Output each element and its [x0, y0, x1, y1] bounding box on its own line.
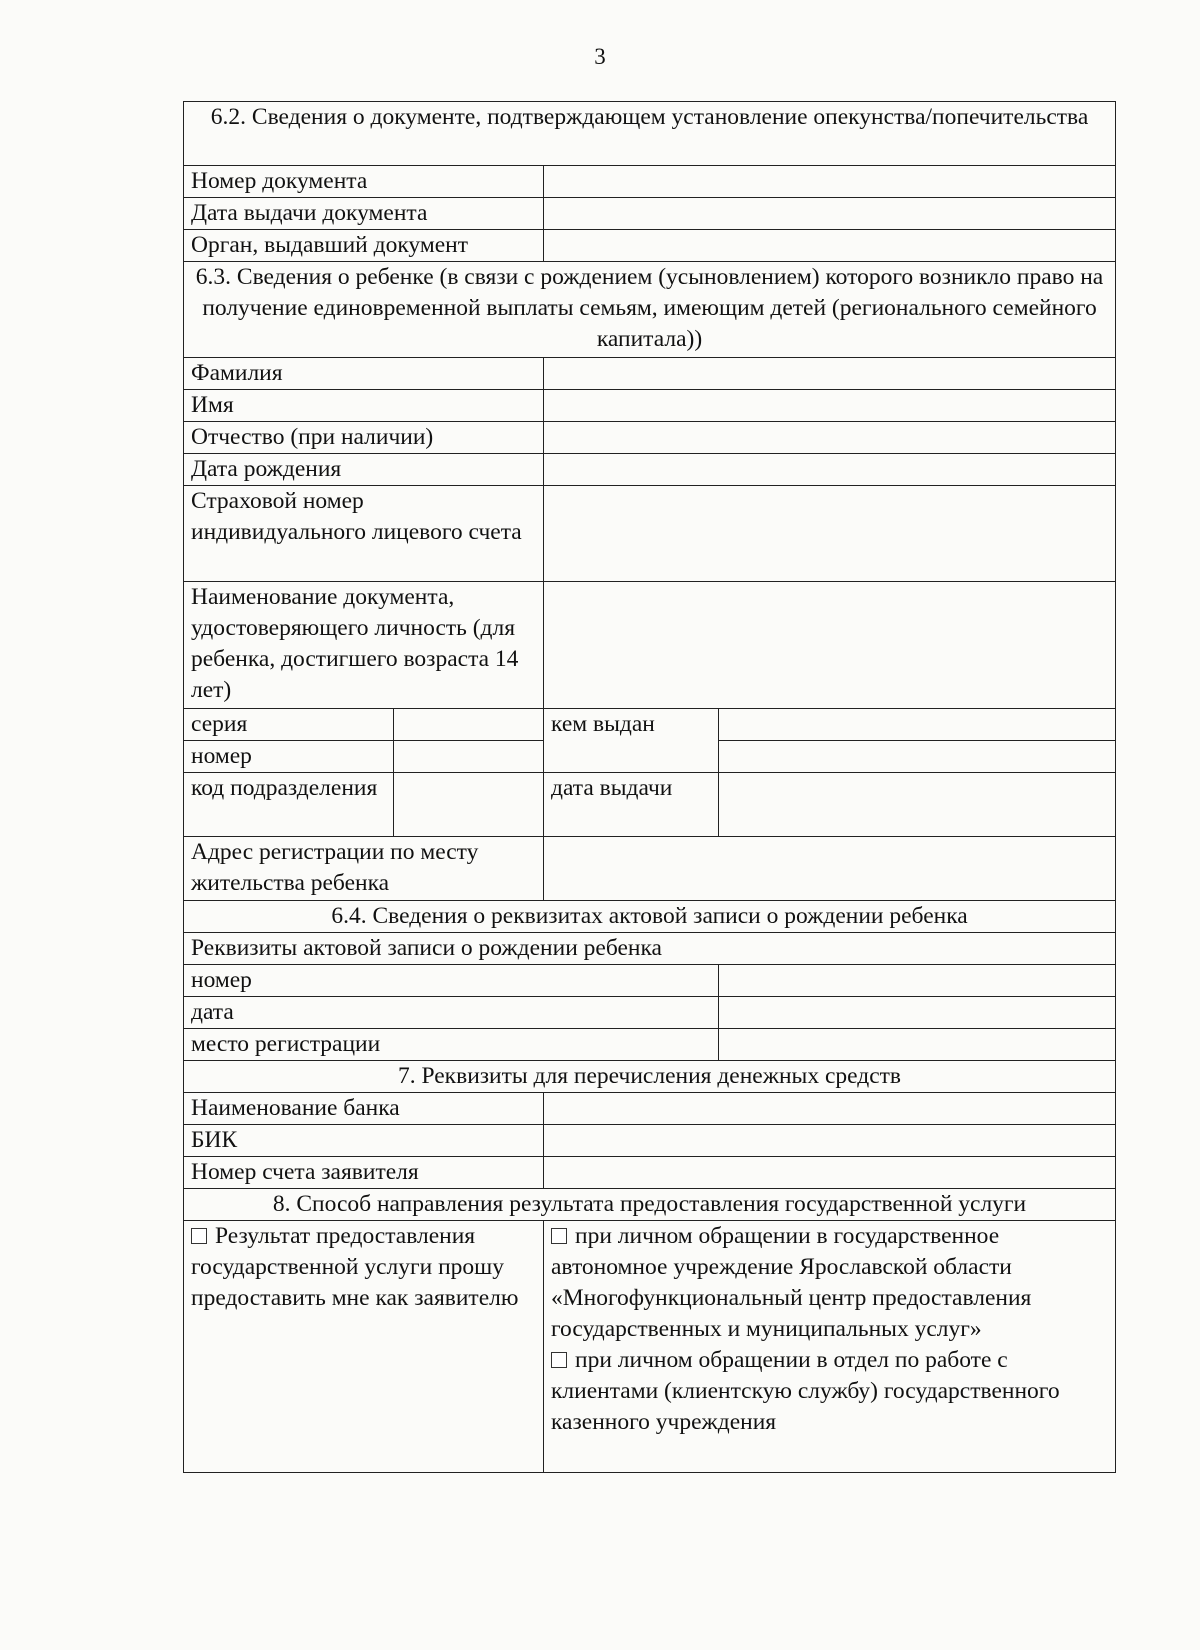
child-birth-date-field[interactable]	[544, 454, 1116, 486]
document-number-label: Номер документа	[184, 166, 544, 198]
registration-address-field[interactable]	[544, 837, 1116, 901]
division-code-label: код подразделения	[184, 773, 394, 837]
issuing-authority-label: Орган, выдавший документ	[184, 230, 544, 262]
mfc-checkbox[interactable]	[551, 1228, 567, 1244]
number-label: номер	[184, 741, 394, 773]
result-request-label: Результат предоставления государственной услуги прошу предоставить мне как заявителю	[191, 1223, 519, 1311]
section-8-title: 8. Способ направления результата предоставления государственной услуги	[184, 1189, 1116, 1221]
child-surname-field[interactable]	[544, 358, 1116, 390]
issued-by-field-line-2[interactable]	[719, 741, 1116, 773]
id-document-name-label: Наименование документа, удостоверяющего личность (для ребенка, достигшего возраста 14 лет)	[184, 582, 544, 709]
record-place-label: место регистрации	[184, 1029, 719, 1061]
page-number: 3	[594, 44, 606, 69]
result-request-cell	[184, 1221, 544, 1473]
request-checkbox[interactable]	[191, 1228, 207, 1244]
document-number-field[interactable]	[544, 166, 1116, 198]
birth-record-subtitle: Реквизиты актовой записи о рождении ребенка	[184, 933, 1116, 965]
series-field[interactable]	[394, 709, 544, 741]
child-patronymic-label: Отчество (при наличии)	[184, 422, 544, 454]
child-name-label: Имя	[184, 390, 544, 422]
section-6-3-title: 6.3. Сведения о ребенке (в связи с рождением (усыновлением) которого возникло право на получение единовременной выплаты семьям, имеющим детей (регионального семейного капитала))	[184, 262, 1116, 358]
bik-label: БИК	[184, 1125, 544, 1157]
registration-address-label: Адрес регистрации по месту жительства ребенка	[184, 837, 544, 901]
account-number-label: Номер счета заявителя	[184, 1157, 544, 1189]
division-code-field[interactable]	[394, 773, 544, 837]
record-date-label: дата	[184, 997, 719, 1029]
child-patronymic-field[interactable]	[544, 422, 1116, 454]
issuing-authority-field[interactable]	[544, 230, 1116, 262]
issued-by-field-line-1[interactable]	[719, 709, 1116, 741]
delivery-option-client-service[interactable]	[551, 1345, 1108, 1438]
section-6-4-title: 6.4. Сведения о реквизитах актовой записи о рождении ребенка	[184, 901, 1116, 933]
series-label: серия	[184, 709, 394, 741]
section-6-2-title: 6.2. Сведения о документе, подтверждающем установление опекунства/попечительства	[184, 102, 1116, 166]
child-name-field[interactable]	[544, 390, 1116, 422]
record-number-field[interactable]	[719, 965, 1116, 997]
issue-date-label: дата выдачи	[544, 773, 719, 837]
record-number-label: номер	[184, 965, 719, 997]
delivery-options-cell	[544, 1221, 1116, 1473]
delivery-option-mfc-label: при личном обращении в государственное автономное учреждение Ярославской области «Многофункциональный центр предоставления государственных и муниципальных услуг»	[551, 1223, 1032, 1342]
record-date-field[interactable]	[719, 997, 1116, 1029]
child-birth-date-label: Дата рождения	[184, 454, 544, 486]
id-document-name-field[interactable]	[544, 582, 1116, 709]
section-7-title: 7. Реквизиты для перечисления денежных средств	[184, 1061, 1116, 1093]
client-service-checkbox[interactable]	[551, 1352, 567, 1368]
delivery-option-mfc[interactable]	[551, 1221, 1108, 1345]
document-issue-date-field[interactable]	[544, 198, 1116, 230]
child-surname-label: Фамилия	[184, 358, 544, 390]
issued-by-label: кем выдан	[544, 709, 719, 773]
application-form-table	[183, 101, 1116, 1473]
bik-field[interactable]	[544, 1125, 1116, 1157]
issue-date-field[interactable]	[719, 773, 1116, 837]
document-issue-date-label: Дата выдачи документа	[184, 198, 544, 230]
snils-label: Страховой номер индивидуального лицевого счета	[184, 486, 544, 582]
delivery-option-client-service-label: при личном обращении в отдел по работе с клиентами (клиентскую службу) государственного казенного учреждения	[551, 1347, 1060, 1435]
snils-field[interactable]	[544, 486, 1116, 582]
number-field[interactable]	[394, 741, 544, 773]
bank-name-field[interactable]	[544, 1093, 1116, 1125]
account-number-field[interactable]	[544, 1157, 1116, 1189]
bank-name-label: Наименование банка	[184, 1093, 544, 1125]
record-place-field[interactable]	[719, 1029, 1116, 1061]
